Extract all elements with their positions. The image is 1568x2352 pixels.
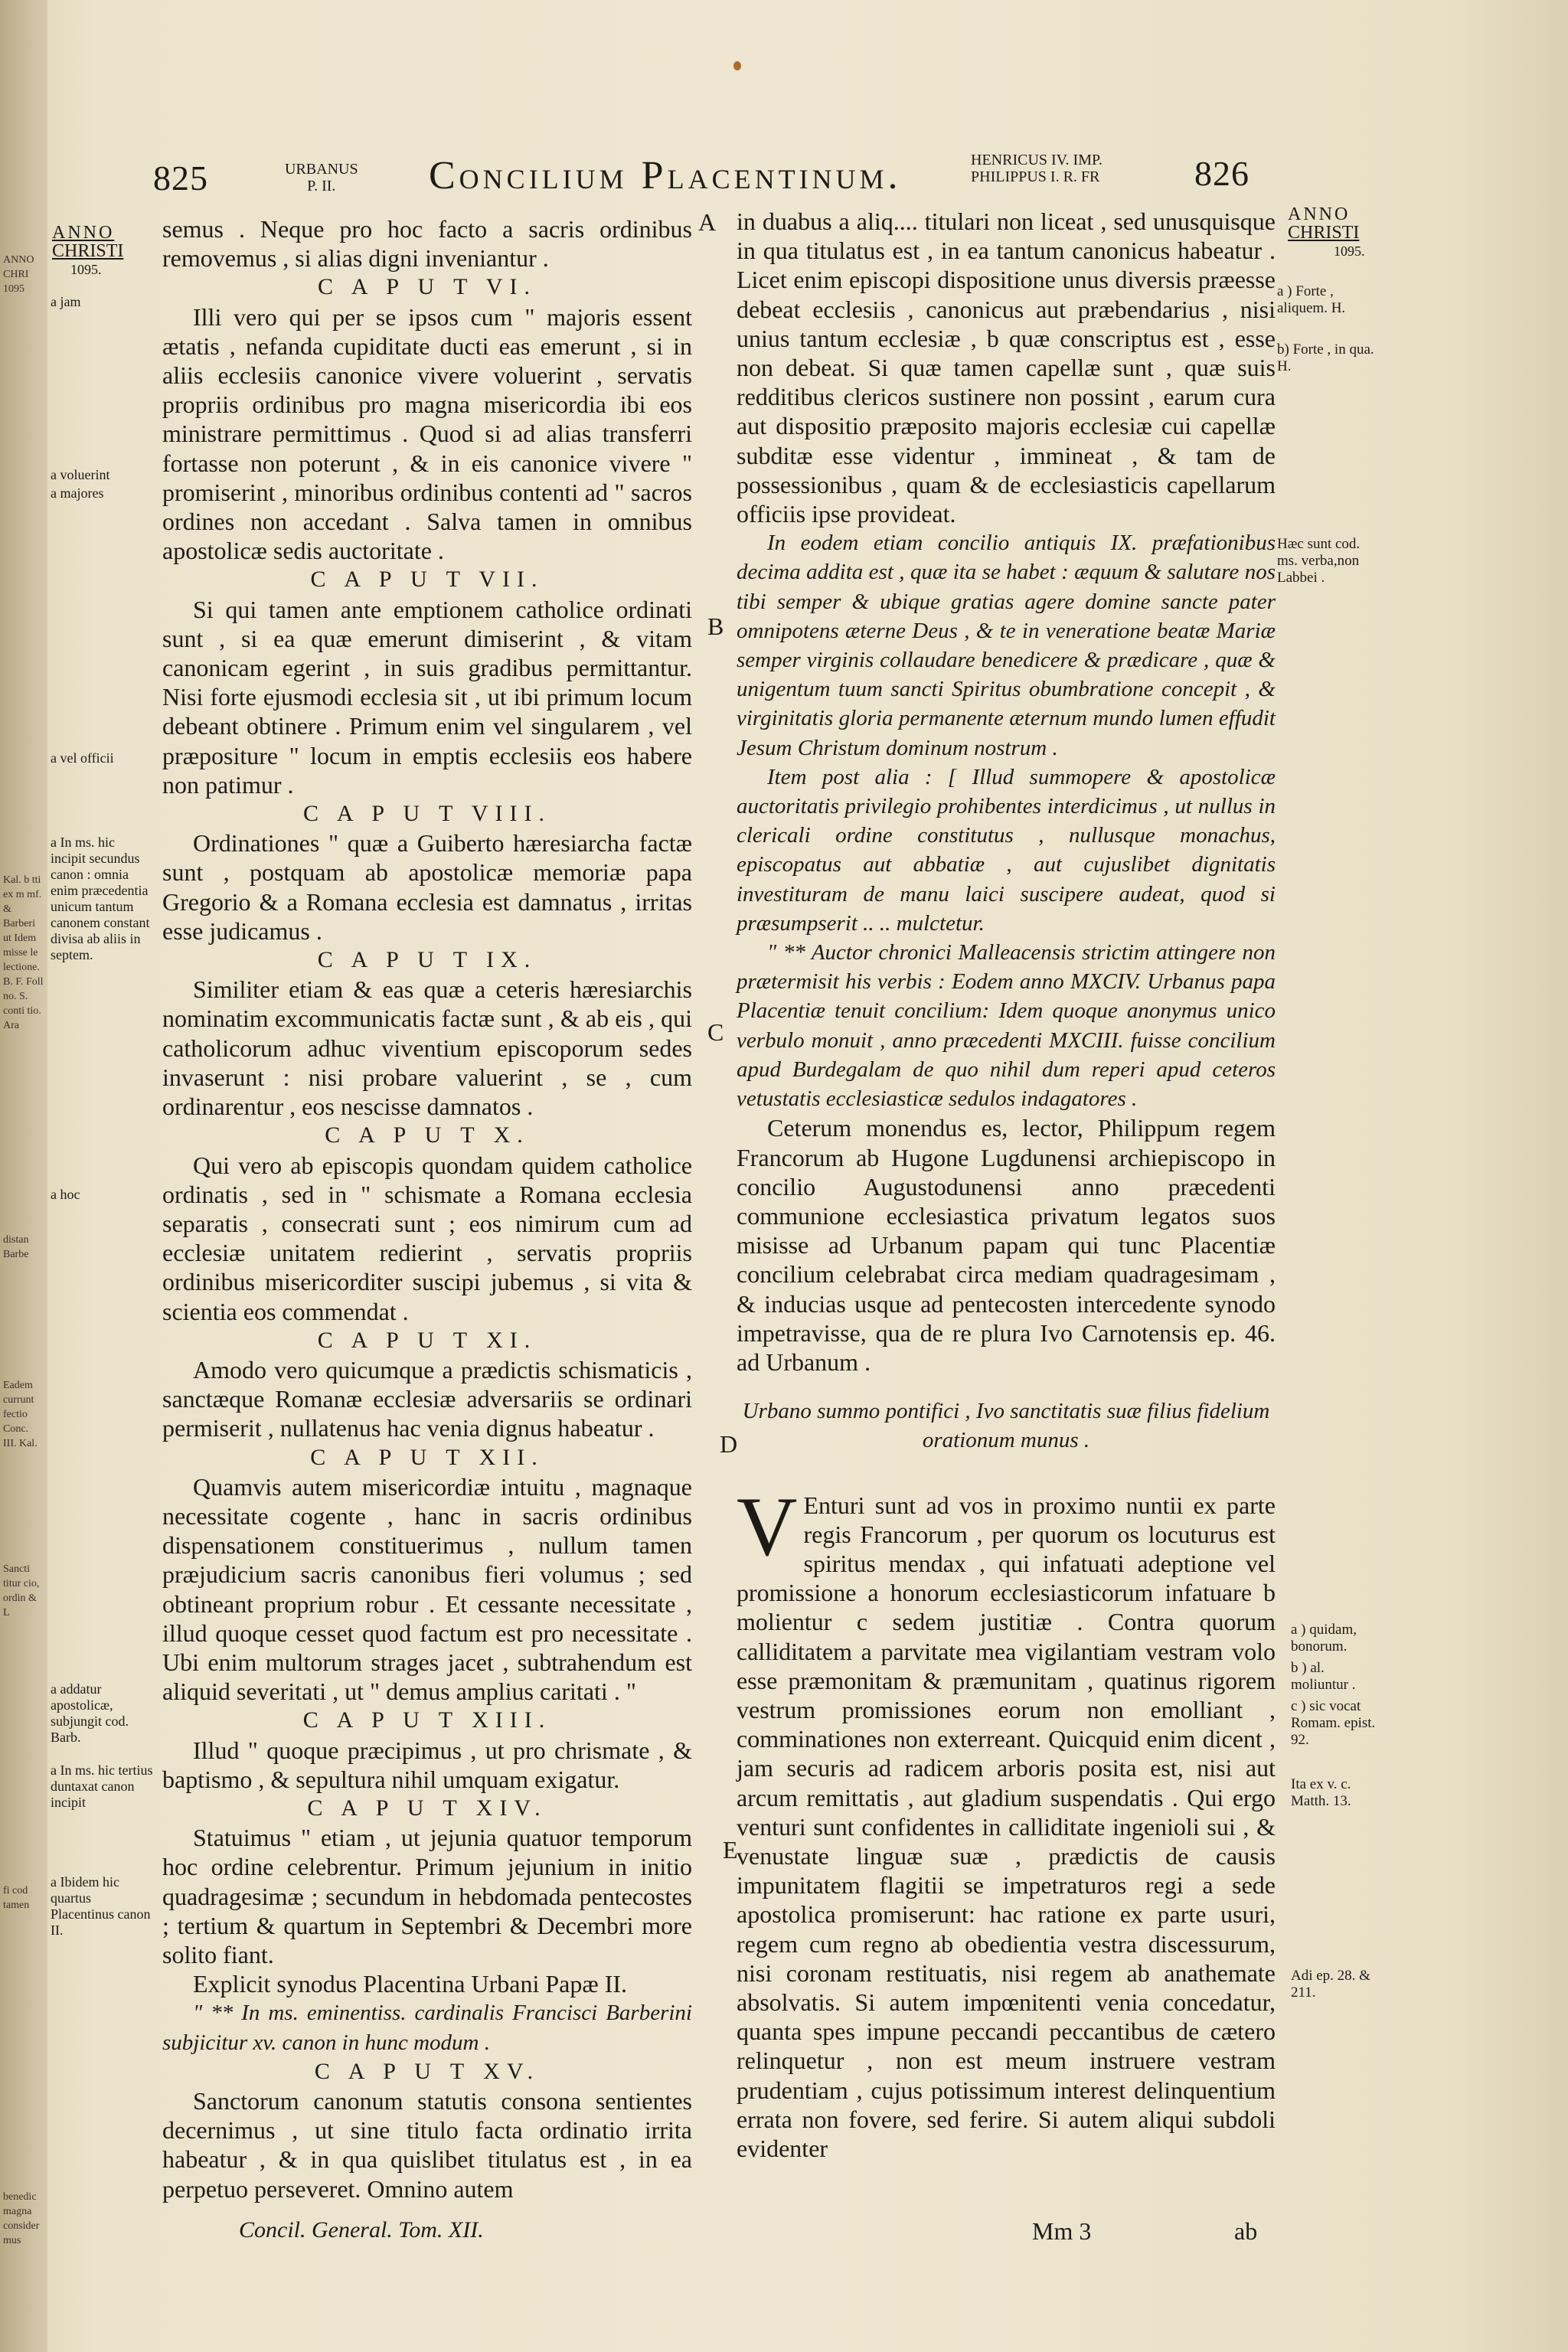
caput-ix-text: Similiter etiam & eas quæ a ceteris hæresiarchis nominatim excommunicatis factæ sunt , & ab eis , qui catholicorum adhuc viventium episcoporum sedes invaserunt : nisi probare valuerint , se , cum ordinarentur , eos nescisse damnatos . (162, 975, 692, 1121)
barberini-note: " ** In ms. eminentiss. cardinalis Francisci Barberini subjicitur xv. canon in hunc modum . (162, 2001, 692, 2055)
section-letter-a: A (698, 208, 717, 236)
right-note-quidam: a ) quidam, bonorum. (1291, 1622, 1357, 1655)
caput-x-heading: C A P U T X. (325, 1122, 530, 1148)
book-gutter (0, 0, 47, 2352)
left-note-tertius-canon: a In ms. hic tertius duntaxat canon incipit (51, 1762, 153, 1810)
right-note-ita-ex: Ita ex v. c. Matth. 13. (1291, 1776, 1351, 1809)
drop-cap-v: V (737, 1479, 798, 1573)
left-note-quartus-canon: a Ibidem hic quartus Placentinus canon II. (51, 1874, 151, 1938)
edge-strip-2: Kal. b tti ex m mf. & Barberi ut Idem misse le lectione. B. F. Foll no. S. conti tio. Ara (3, 874, 44, 1031)
left-note-voluerint: a voluerint (51, 467, 110, 482)
ceterum-paragraph: Ceterum monendus es, lector, Philippum regem Francorum ab Hugone Lugdunensi archiepiscopo in concilio Augustodunensi anno præcedenti communione ecclesiastica privatum legatos suos misisse ad Urbanum papam qui tunc Placentiæ concilium celebrabat circa mediam quadragesimam , & inducias usque ad pentecosten intercedente synodo impetravisse, qua de re plura Ivo Carnotensis ep. 46. ad Urbanum . (737, 1114, 1276, 1376)
left-note-secundus-canon: a In ms. hic incipit secundus canon : omnia enim præcedentia unicum tantum canonem constant divisa ab aliis in septem. (51, 835, 150, 962)
left-column (162, 214, 692, 2203)
anno-left-word1: ANNO (52, 223, 115, 243)
caput-xv-heading: C A P U T XV. (314, 2058, 541, 2084)
caput-vii-heading: C A P U T VII. (310, 567, 544, 593)
right-canon-continuation: in duabus a aliq.... titulari non liceat , sed unusquisque in qua titulatus est , in ea tantum canonicus habeatur . Licet enim episcopi dispositione unus diversis præesse debeat ecclesiis , canonicus aut præbendarius , nisi unius tantum ecclesiæ , b quæ conscriptus est , esse non debeat. Si quæ tamen capellæ sunt , quæ suis redditibus clericos sustinere non possint , earum cura aut dispositio præposito majoris ecclesiæ cui capellæ subditæ esse videntur , immineat , & tam de possessionibus , quam & de ecclesiasticis capellarum officiis ipse provideat. (737, 207, 1276, 528)
left-page-number: 825 (153, 158, 208, 198)
caput-xiv-heading: C A P U T XIV. (307, 1795, 547, 1821)
right-page-number: 826 (1194, 154, 1250, 193)
ivo-letter-heading: Urbano summo pontifici , Ivo sanctitatis suæ filius fidelium orationum munus . (742, 1399, 1270, 1453)
right-note-forte-in-qua: b) Forte , in qua. H. (1277, 341, 1374, 374)
caput-viii-heading: C A P U T VIII. (303, 801, 551, 827)
section-letter-c: C (707, 1018, 724, 1046)
left-pope-number: P. II. (307, 178, 336, 194)
anno-left-year: 1095. (70, 262, 102, 277)
right-king: PHILIPPUS I. R. FR (971, 168, 1100, 185)
caput-xiii-heading: C A P U T XIII. (302, 1707, 552, 1733)
left-intro: semus . Neque pro hoc facto a sacris ordinibus removemus , si alias digni inveniantur . (162, 215, 692, 273)
right-note-adi-ep: Adi ep. 28. & 211. (1291, 1968, 1370, 2001)
caput-xii-heading: C A P U T XII. (310, 1444, 544, 1470)
explicit-synodus: Explicit synodus Placentina Urbani Papæ II. (193, 1970, 628, 1998)
caput-vi-text: Illi vero qui per se ipsos cum " majoris essent ætatis , nefanda cupiditate ducti eas emerunt , si in aliis ecclesiis canonice vivere voluerint , servatis propriis ordinibus pro magna misericordia ibi eos ministrare permittimus . Quod si ad alias transferri fortasse non poterunt , & in eis canonice vivere " promiserint , minoribus ordinibus contenti ad " sacros ordines non accedant . Salva tamen in omnibus apostolicæ sedis auctoritate . (162, 302, 692, 565)
section-letter-b: B (707, 612, 724, 640)
edge-strip-4: Eadem currunt fectio Conc. III. Kal. (3, 1380, 38, 1449)
left-note-hoc: a hoc (51, 1187, 80, 1202)
anno-left-word2: CHRISTI (52, 241, 124, 261)
catchword: ab (1234, 2217, 1258, 2245)
caput-xi-heading: C A P U T XI. (317, 1327, 537, 1353)
anno-right-word2: CHRISTI (1288, 223, 1360, 243)
anno-right-year: 1095. (1334, 243, 1365, 259)
caput-xiv-text: Statuimus " etiam , ut jejunia quatuor temporum hoc ordine celebrentur. Primum jejunium in initio quadragesimæ ; secundum in hebdomada pentecostes ; tertium & quartum in Septembri & Decembri more solito fiant. (162, 1824, 692, 1968)
caput-xii-text: Quamvis autem misericordiæ intuitu , magnaque necessitate cogente , hanc in sacris ordinibus dispensationem constituerimus , nullum tamen præjudicium sacris canonibus fieri volumus ; sed obtineant proprium robur . Et cessante necessitate , illud quoque cesset quod factum est pro necessitate . Ubi enim multorum strages jacet , subtrahendum est aliquid severitati , ut " demus amplius caritati . " (162, 1472, 692, 1706)
caput-viii-text: Ordinationes " quæ a Guiberto hæresiarcha factæ sunt , postquam ab apostolicæ memoriæ papa Gregorio & a Romana ecclesia est damnatus , irritas esse judicamus . (162, 829, 692, 945)
page-title: Concilium Placentinum. (429, 154, 902, 198)
left-pope-name: URBANUS (285, 161, 358, 178)
signature-mark: Mm 3 (1032, 2217, 1092, 2245)
edge-strip-1: ANNO CHRI 1095 (3, 254, 34, 295)
caput-ix-heading: C A P U T IX. (317, 947, 537, 973)
right-note-forte-aliquem: a ) Forte , aliquem. H. (1277, 283, 1346, 316)
paper-stain (733, 61, 741, 70)
right-note-moliuntur: b ) al. moliuntur . (1291, 1660, 1356, 1693)
anno-left (52, 224, 123, 279)
caput-vi-heading: C A P U T VI. (318, 274, 537, 300)
edge-strip-3: distan Barbe (3, 1234, 29, 1260)
section-letter-e: E (723, 1836, 738, 1864)
ivo-letter-text (737, 1479, 1276, 2164)
anno-right-word1: ANNO (1288, 204, 1351, 224)
caput-xi-text: Amodo vero quicumque a prædictis schismaticis , sanctæque Romanæ ecclesiæ adversariis se ordinari permiserit , nullatenus hac venia dignus habeatur . (162, 1355, 692, 1442)
chronicon-malleacense-paragraph: " ** Auctor chronici Malleacensis strictim attingere non prætermisit his verbis : Eodem anno MXCIV. Urbanus papa Placentiæ tenuit concilium: Idem quoque anonymus unico verbulo monuit , anno præcedenti MXCIII. fuisse concilium apud Burdegalam de quo nihil dum reperi apud ceteros vetustatis ecclesiasticæ sedulos indagatores . (737, 940, 1276, 1112)
right-column (737, 207, 1276, 2163)
edge-strip-7: benedic magna consider mus (3, 2191, 40, 2246)
left-note-addatur: a addatur apostolicæ, subjungit cod. Barb. (51, 1681, 129, 1745)
caput-xiii-text: Illud " quoque præcipimus , ut pro chrismate , & baptismo , & sepultura nihil umquam exigatur. (162, 1736, 692, 1793)
left-note-majores: a majores (51, 485, 104, 501)
right-note-sic-vocat: c ) sic vocat Romam. epist. 92. (1291, 1698, 1376, 1748)
right-note-haec-sunt: Hæc sunt cod. ms. verba,non Labbei . (1277, 536, 1361, 586)
ivo-letter-body: Enturi sunt ad vos in proximo nuntii ex parte regis Francorum , per quorum os locuturus est spiritus mendax , qui infatuati adeptione vel promissione a honorum ecclesiasticorum infatuare b molientur c sedem justitiæ . Contra quorum calliditatem a parvitate mea vigilantiam vestram volo esse præmonitam & præmunitam , quatinus rigorem vestrum promissiones eorum non emolliant , comminationes non exterreant. Quicquid enim dicent , jam securis ad radicem arboris posita est, nisi aut arcum remittatis , aut gladium suspendatis . Qui ergo venturi sunt confidentes in calliditate ingenioli sui , & venustate linguæ suæ , prædictis de causis impunitatem flagitii se impetraturos regi a sede apostolica promiserunt: hac ratione ex parte usuri, regem cum regno ab obedientia vestra discessurum, nisi coronam restituatis, nisi regem ab anathemate absolvatis. Si autem impœnitenti venia concedatur, quanta spes impune peccandi peccantibus de cætero relinquetur , non est meum instruere vestram prudentiam , cujus potissimum interest delinquentium errata non fovere, sed ferire. Si autem aliqui subdoli evidenter (737, 1491, 1276, 2162)
footer-volume: Concil. General. Tom. XII. (239, 2217, 484, 2243)
praefatio-paragraph: In eodem etiam concilio antiquis IX. præfationibus decima addita est , quæ ita se habet : æquum & salutare nos tibi semper & ubique gratias agere domine sancte pater omnipotens æterne Deus , & te in veneratione beatæ Mariæ semper virginis collaudare benedicere & prædicare , quæ & unigentum tuum sancti Spiritus obumbratione concepit , & virginitatis gloria permanente æternum mundo lumen effudit Jesum Christum dominum nostrum . (737, 531, 1276, 760)
right-rulers (971, 152, 1102, 185)
section-letter-d: D (720, 1430, 738, 1458)
caput-vii-text: Si qui tamen ante emptionem catholice ordinati sunt , si ea quæ emerunt dimiserint , & vitam canonicam egerint , in suis gradibus permittantur. Nisi forte ejusmodi ecclesia sit , ut ibi primum locum debeant obtinere . Primum enim vel singularem , vel præpositure " locum in emptis ecclesiis eos habere non patimur . (162, 595, 692, 799)
right-emperor: HENRICUS IV. IMP. (971, 152, 1102, 168)
edge-strip-5: Sancti titur cio, ordin & L (3, 1563, 40, 1619)
left-pope (285, 161, 358, 194)
caput-x-text: Qui vero ab episcopis quondam quidem catholice ordinatis , sed in " schismate a Romana ecclesia separatis , consecrati sunt ; eos nimirum cum ad ecclesiæ unitatem redierint , servatis propriis ordinibus misericorditer suscipi jubemus , si vita & scientia eos commendat . (162, 1151, 692, 1325)
left-note-jam: a jam (51, 294, 81, 309)
caput-xv-text: Sanctorum canonum statutis consona sentientes decernimus , ut sine titulo facta ordinatio irrita habeatur , & in qua quislibet titulatus est , in ea perpetuo perseveret. Omnino autem (162, 2087, 692, 2203)
anno-right (1288, 205, 1365, 260)
edge-strip-6: fi cod tamen (3, 1885, 30, 1911)
left-note-vel-officii: a vel officii (51, 750, 114, 766)
item-post-alia-paragraph: Item post alia : [ Illud summopere & apostolicæ auctoritatis privilegio prohibentes interdicimus , ut nullus in clericali ordine constitutus , nullusque monachus, episcopatus aut abbatiæ , aut cujuslibet dignitatis investituram de manu laici suscipere audeat, quod si præsumpserit .. .. mulctetur. (737, 764, 1276, 936)
